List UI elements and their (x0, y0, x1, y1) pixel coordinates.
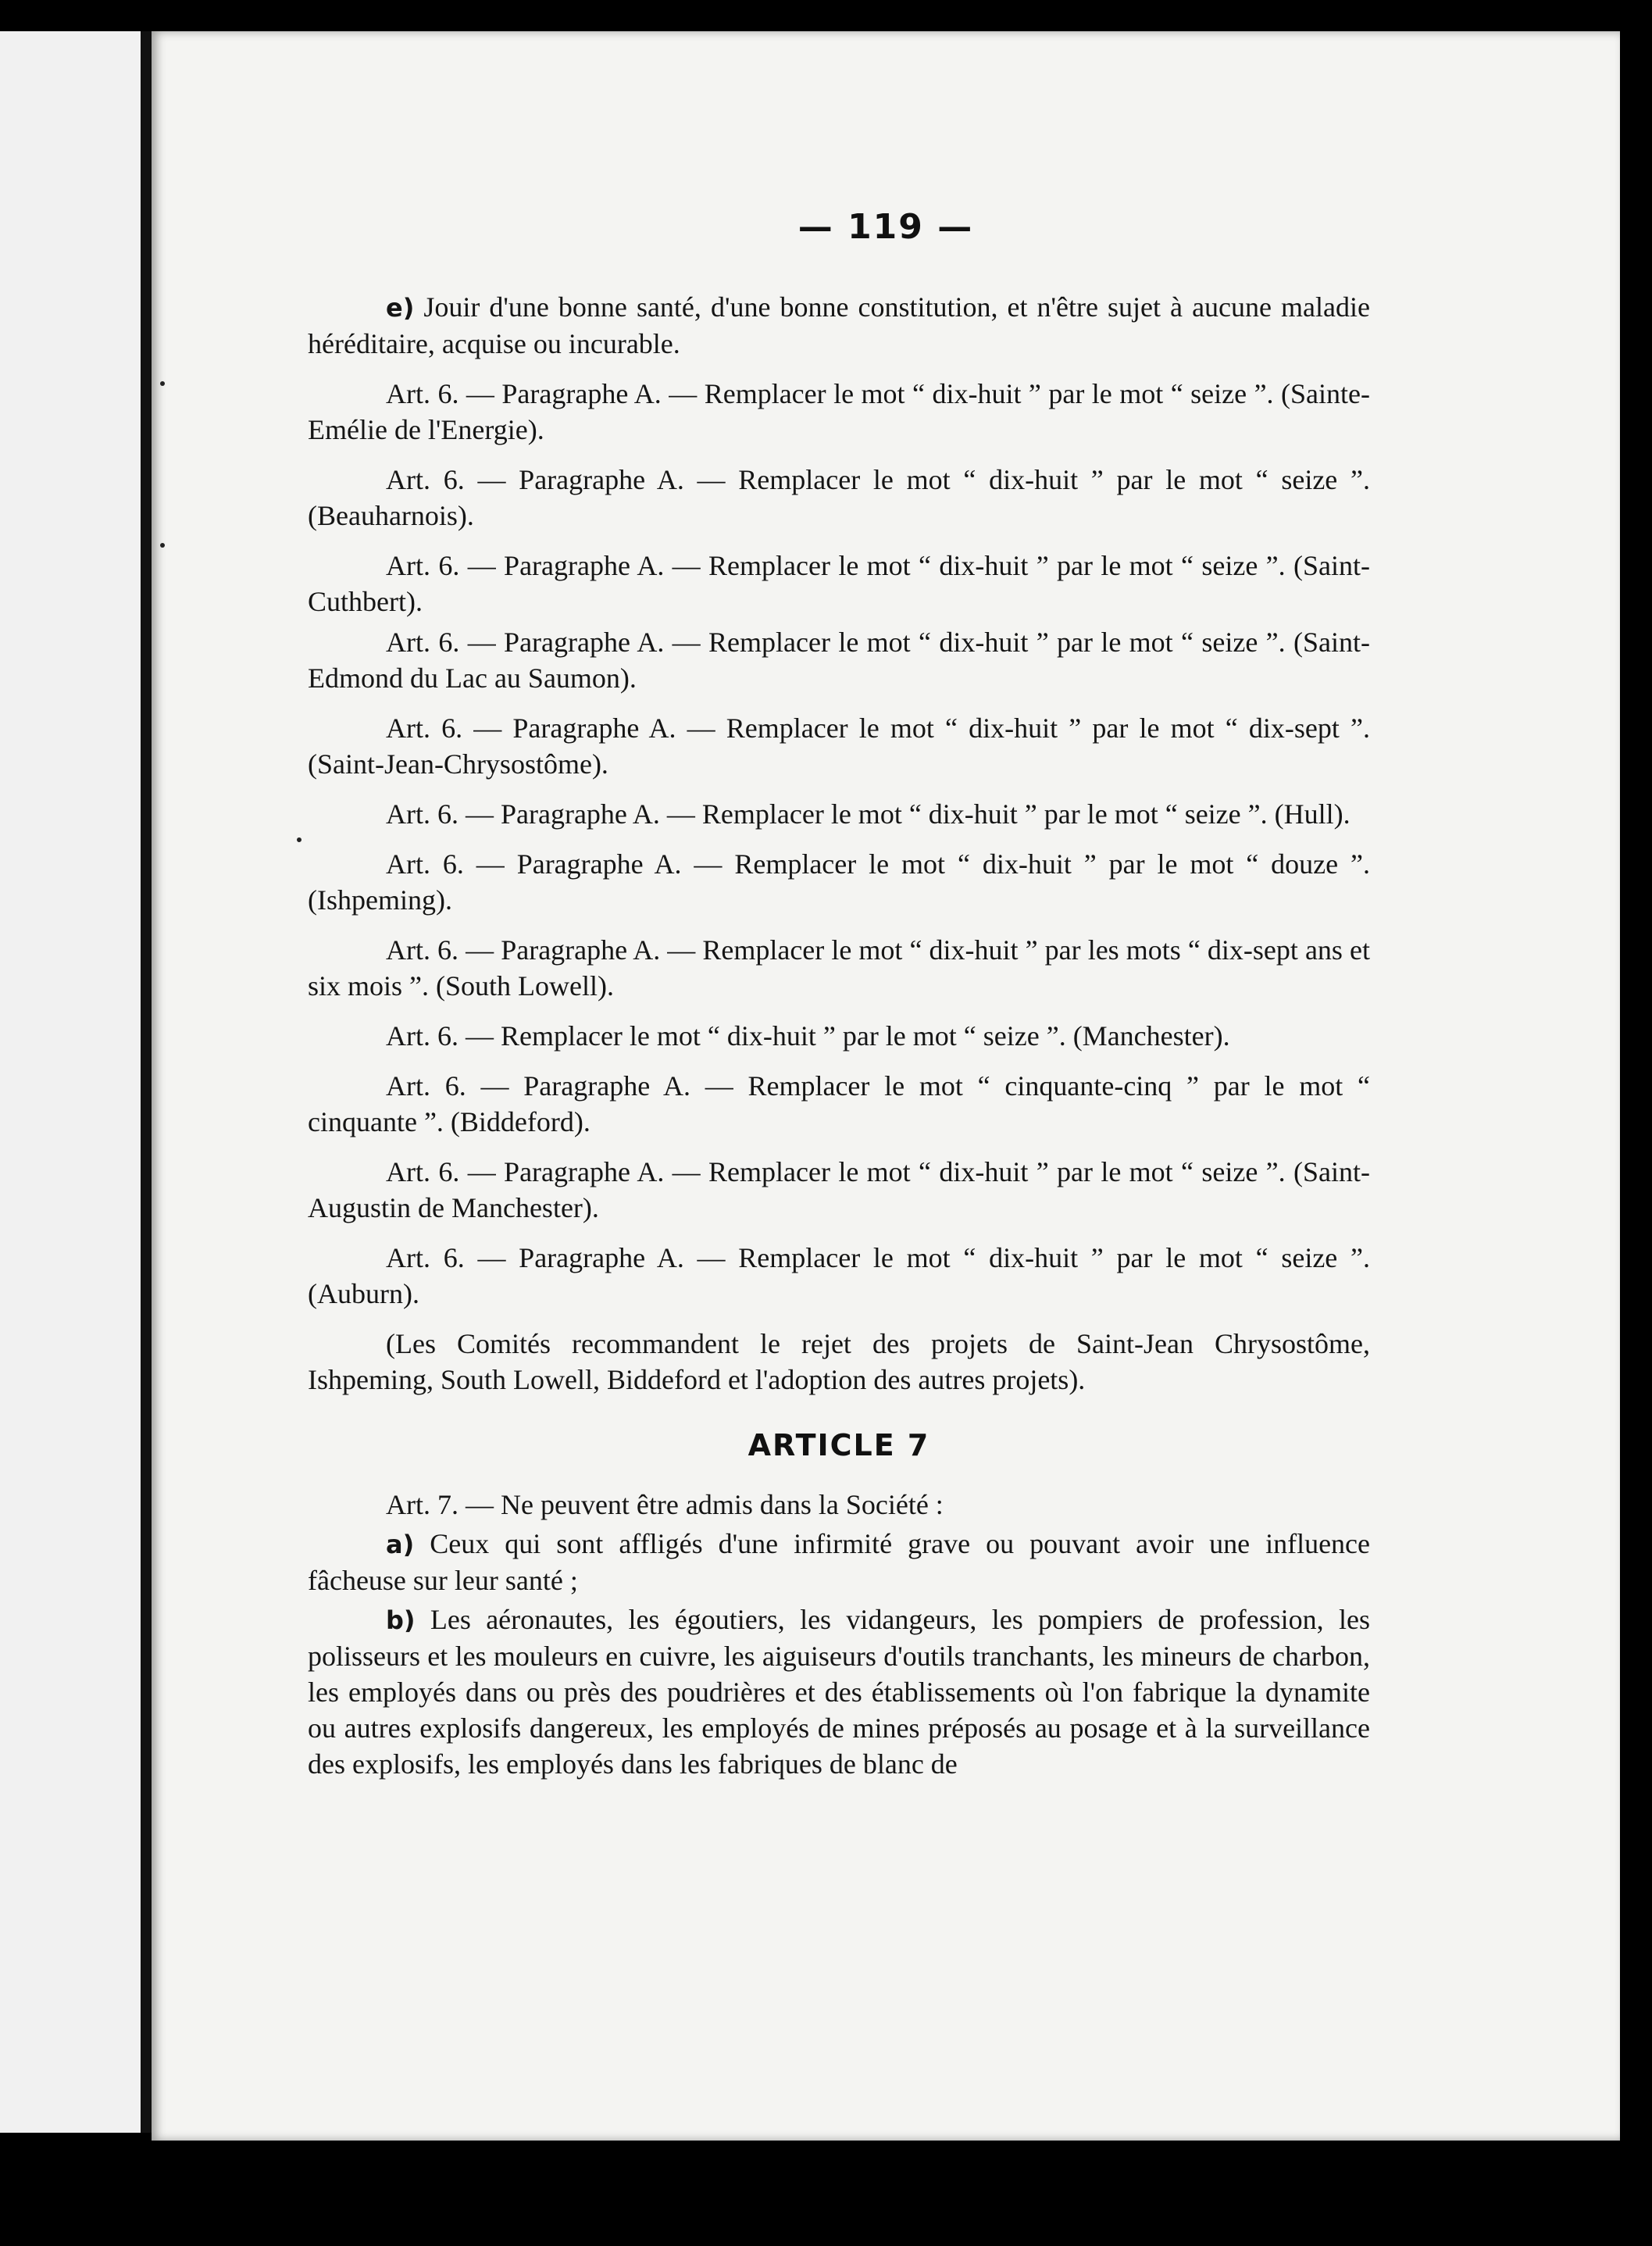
amendment-paragraph: Art. 6. — Paragraphe A. — Remplacer le mot “ dix-huit ” par le mot “ douze ”. (Ishpeming). (308, 848, 1370, 916)
list-letter: e) (386, 293, 415, 323)
amendment-paragraph: Art. 6. — Paragraphe A. — Remplacer le mot “ dix-huit ” par le mot “ seize ”. (Beauharnois). (308, 464, 1370, 531)
paragraph-e (308, 289, 1370, 362)
article7-item-b (308, 1601, 1370, 1782)
article-heading: ARTICLE 7 (748, 1428, 930, 1462)
amendment-paragraph: Art. 6. — Paragraphe A. — Remplacer le mot “ dix-huit ” par le mot “ seize ”. (Saint-Edmond du Lac au Saumon). (308, 627, 1370, 694)
facing-page-edge (0, 31, 148, 2133)
document-page (152, 31, 1620, 2141)
amendment-paragraph: Art. 6. — Paragraphe A. — Remplacer le mot “ cinquante-cinq ” par le mot “ cinquante ”. (Biddeford). (308, 1070, 1370, 1137)
amendment-paragraph: Art. 6. — Paragraphe A. — Remplacer le mot “ dix-huit ” par le mot “ seize ”. (Sainte-Emélie de l'Energie). (308, 378, 1370, 445)
amendment-paragraph: Art. 6. — Paragraphe A. — Remplacer le mot “ dix-huit ” par le mot “ seize ”. (Saint-Augustin de Manchester). (308, 1156, 1370, 1223)
committee-recommendation: (Les Comités recommandent le rejet des projets de Saint-Jean Chrysostôme, Ishpeming, South Lowell, Biddeford et l'adoption des autres projets). (308, 1328, 1370, 1395)
list-letter: b) (386, 1605, 416, 1635)
paragraph-text: Jouir d'une bonne santé, d'une bonne constitution, et n'être sujet à aucune maladie héréditaire, acquise ou incurable. (308, 291, 1370, 359)
item-text: Les aéronautes, les égoutiers, les vidangeurs, les pompiers de profession, les polisseurs et les mouleurs en cuivre, les aiguiseurs d'outils tranchants, les mineurs de charbon, les employés dans ou près des poudrières et des établissements où l'on fabrique la dynamite ou autres explosifs dangereux, les employés de mines préposés au posage et à la surveillance des explosifs, les employés dans les fabriques de blanc de (308, 1604, 1370, 1780)
book-gutter (141, 31, 152, 2133)
amendment-paragraph: Art. 6. — Paragraphe A. — Remplacer le mot “ dix-huit ” par les mots “ dix-sept ans et six mois ”. (South Lowell). (308, 934, 1370, 1002)
scan-speck (160, 543, 165, 548)
amendment-paragraph: Art. 6. — Remplacer le mot “ dix-huit ” par le mot “ seize ”. (Manchester). (386, 1020, 1230, 1052)
article7-item-a (308, 1526, 1370, 1598)
list-letter: a) (386, 1530, 415, 1559)
scan-speck (160, 381, 165, 386)
item-text: Ceux qui sont affligés d'une infirmité grave ou pouvant avoir une influence fâcheuse sur leur santé ; (308, 1528, 1371, 1596)
amendment-paragraph: Art. 6. — Paragraphe A. — Remplacer le mot “ dix-huit ” par le mot “ seize ”. (Saint-Cuthbert). (308, 550, 1370, 617)
amendment-paragraph: Art. 6. — Paragraphe A. — Remplacer le mot “ dix-huit ” par le mot “ dix-sept ”. (Saint-Jean-Chrysostôme). (308, 712, 1370, 780)
amendment-paragraph: Art. 6. — Paragraphe A. — Remplacer le mot “ dix-huit ” par le mot “ seize ”. (Hull). (386, 798, 1351, 830)
amendment-paragraph: Art. 6. — Paragraphe A. — Remplacer le mot “ dix-huit ” par le mot “ seize ”. (Auburn). (308, 1242, 1370, 1309)
article7-intro: Art. 7. — Ne peuvent être admis dans la Société : (386, 1489, 944, 1520)
page-number: — 119 — (797, 207, 974, 247)
scan-speck (297, 837, 301, 842)
body-text (308, 289, 1370, 1785)
